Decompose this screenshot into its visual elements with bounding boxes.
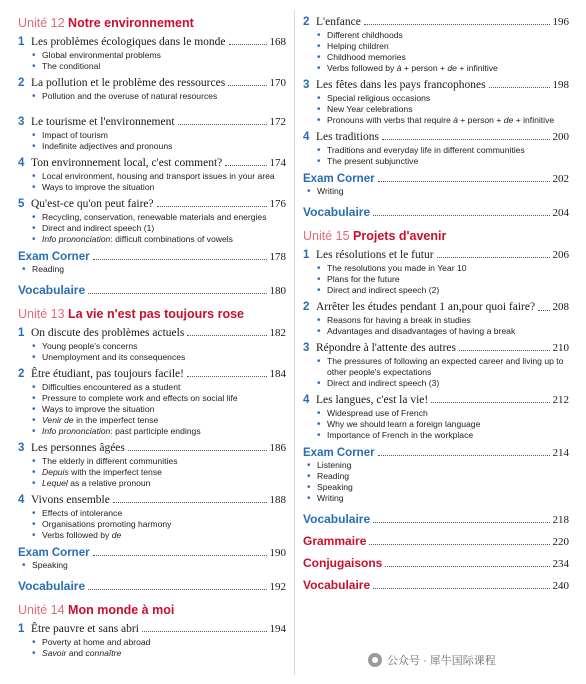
toc-entry[interactable]: 1 Être pauvre et sans abri 194 • Poverty at home and abroad • Savoir and connaître — [18, 623, 286, 659]
toc-entry[interactable]: 1 On discute des problèmes actuels 182 • Young people's concerns • Unemployment and its consequences — [18, 327, 286, 363]
unit-15-heading: Unité 15 Projets d'avenir — [303, 229, 447, 243]
unit-12-heading: Unité 12 Notre environnement — [18, 16, 194, 30]
column-divider — [294, 10, 295, 675]
exam-corner-14[interactable]: Exam Corner 202 — [303, 173, 569, 185]
watermark: 公众号 · 犀牛国际课程 — [368, 652, 496, 668]
vocabulaire-section[interactable]: Vocabulaire 240 — [303, 578, 569, 592]
toc-entry[interactable]: 1 Les résolutions et le futur 206 • The resolutions you made in Year 10 • Plans for the future • Direct and indirect speech (2) — [303, 249, 569, 296]
unit-14-heading: Unité 14 Mon monde à moi — [18, 603, 175, 617]
exam-corner-12[interactable]: Exam Corner 178 — [18, 251, 286, 263]
exam-corner-13[interactable]: Exam Corner 190 — [18, 547, 286, 559]
grammaire-section[interactable]: Grammaire 220 — [303, 534, 569, 548]
vocabulaire-15[interactable]: Vocabulaire 218 — [303, 512, 569, 526]
toc-entry[interactable]: 3 Les fêtes dans les pays francophones 198 • Special religious occasions • New Year celebrations • Pronouns with verbs that require à + person + de + infinitive — [303, 79, 569, 126]
exam-corner-15[interactable]: Exam Corner 214 — [303, 447, 569, 459]
toc-entry[interactable]: 4 Ton environnement local, c'est comment? 174 • Local environment, housing and transport issues in your area • Ways to improve the situation — [18, 157, 286, 193]
toc-entry[interactable]: 3 Les personnes âgées 186 • The elderly in different communities • Depuis with the imperfect tense • Lequel as a relative pronoun — [18, 442, 286, 489]
vocabulaire-14[interactable]: Vocabulaire 204 — [303, 205, 569, 219]
unit-13-heading: Unité 13 La vie n'est pas toujours rose — [18, 307, 244, 321]
vocabulaire-13[interactable]: Vocabulaire 192 — [18, 579, 286, 593]
toc-entry[interactable]: 3 Le tourisme et l'environnement 172 • Impact of tourism • Indefinite adjectives and pronouns — [18, 116, 286, 152]
vocabulaire-12[interactable]: Vocabulaire 180 — [18, 283, 286, 297]
toc-entry[interactable]: 4 Les langues, c'est la vie! 212 • Widespread use of French • Why we should learn a foreign language • Importance of French in the workplace — [303, 394, 569, 441]
toc-entry[interactable]: 1 Les problèmes écologiques dans le monde 168 • Global environmental problems • The conditional — [18, 36, 286, 72]
wechat-icon — [368, 653, 382, 667]
toc-entry[interactable]: 5 Qu'est-ce qu'on peut faire? 176 • Recycling, conservation, renewable materials and energies • Direct and indirect speech (1) • Info prononciation: difficult combinations of vowels — [18, 198, 286, 245]
conjugaisons-section[interactable]: Conjugaisons 234 — [303, 556, 569, 570]
toc-entry[interactable]: 2 Arrêter les études pendant 1 an,pour quoi faire? 208 • Reasons for having a break in studies • Advantages and disadvantages of having a break — [303, 301, 569, 337]
toc-entry[interactable]: 4 Vivons ensemble 188 • Effects of intolerance • Organisations promoting harmony • Verbs followed by de — [18, 494, 286, 541]
toc-left-column: Unité 12 Notre environnement 1 Les problèmes écologiques dans le monde 168 • Global environmental problems • The conditional 2 La pollution et le problème des ressources 170 • Pollution and the overuse of natural resources 3 Le tourisme et l'environnement 172 • Impact of tourism • Indefinite adjectives and pronouns 4 Ton environnement local, c'est comment? 174 • Local environment, housing and transport issues in your area • Ways to improve the situation 5 Qu'est-ce qu'on peut faire? 176 • Recycling, conservation, renewable materials and energies • Direct and indirect speech (1) • Info prononciation: difficult combinations of vowels Exam Corner 178 • Reading Vocabulaire 180 Unité 13 La vie n'est pas toujours rose 1 On discute des problèmes actuels 182 • Young people's concerns • Unemployment and its consequences 2 Être étudiant, pas toujours facile! 184 • Difficulties encountered as a student • Pressure to complete work and effects on social life • Ways to improve the situation • Venir de in the imperfect tense • Info prononciation: past participle endings 3 Les personnes âgées 186 • The elderly in different communities • Depuis with the imperfect tense • Lequel as a relative pronoun 4 Vivons ensemble 188 • Effects of intolerance • Organisations promoting harmony • Verbs followed by de Exam Corner 190 • Speaking Vocabulaire 192 Unité 14 Mon monde à moi 1 Être pauvre et sans abri 194 • Poverty at home and abroad • Savoir and connaître — [18, 16, 286, 664]
toc-entry[interactable]: 4 Les traditions 200 • Traditions and everyday life in different communities • The present subjunctive — [303, 131, 569, 167]
toc-entry[interactable]: 3 Répondre à l'attente des autres 210 • The pressures of following an expected career and living up to other people's expectations • Direct and indirect speech (3) — [303, 342, 569, 389]
toc-entry[interactable]: 2 La pollution et le problème des ressources 170 • Pollution and the overuse of natural resources — [18, 77, 286, 102]
toc-entry[interactable]: 2 L'enfance 196 • Different childhoods • Helping children • Childhood memories • Verbs followed by à + person + de + infinitive — [303, 16, 569, 74]
toc-right-column: 2 L'enfance 196 • Different childhoods • Helping children • Childhood memories • Verbs followed by à + person + de + infinitive 3 Les fêtes dans les pays francophones 198 • Special religious occasions • New Year celebrations • Pronouns with verbs that require à + person + de + infinitive 4 Les traditions 200 • Traditions and everyday life in different communities • The present subjunctive Exam Corner 202 • Writing Vocabulaire 204 Unité 15 Projets d'avenir 1 Les résolutions et le futur 206 • The resolutions you made in Year 10 • Plans for the future • Direct and indirect speech (2) 2 Arrêter les études pendant 1 an,pour quoi faire? 208 • Reasons for having a break in studies • Advantages and disadvantages of having a break 3 Répondre à l'attente des autres 210 • The pressures of following an expected career and living up to other people's expectations • Direct and indirect speech (3) 4 Les langues, c'est la vie! 212 • Widespread use of French • Why we should learn a foreign language • Importance of French in the workplace Exam Corner 214 • Listening • Reading • Speaking • Writing Vocabulaire 218 Grammaire 220 Conjugaisons 234 Vocabulaire 240 — [303, 16, 569, 592]
toc-entry[interactable]: 2 Être étudiant, pas toujours facile! 184 • Difficulties encountered as a student • Pressure to complete work and effects on social life • Ways to improve the situation • Venir de in the imperfect tense • Info prononciation: past participle endings — [18, 368, 286, 437]
